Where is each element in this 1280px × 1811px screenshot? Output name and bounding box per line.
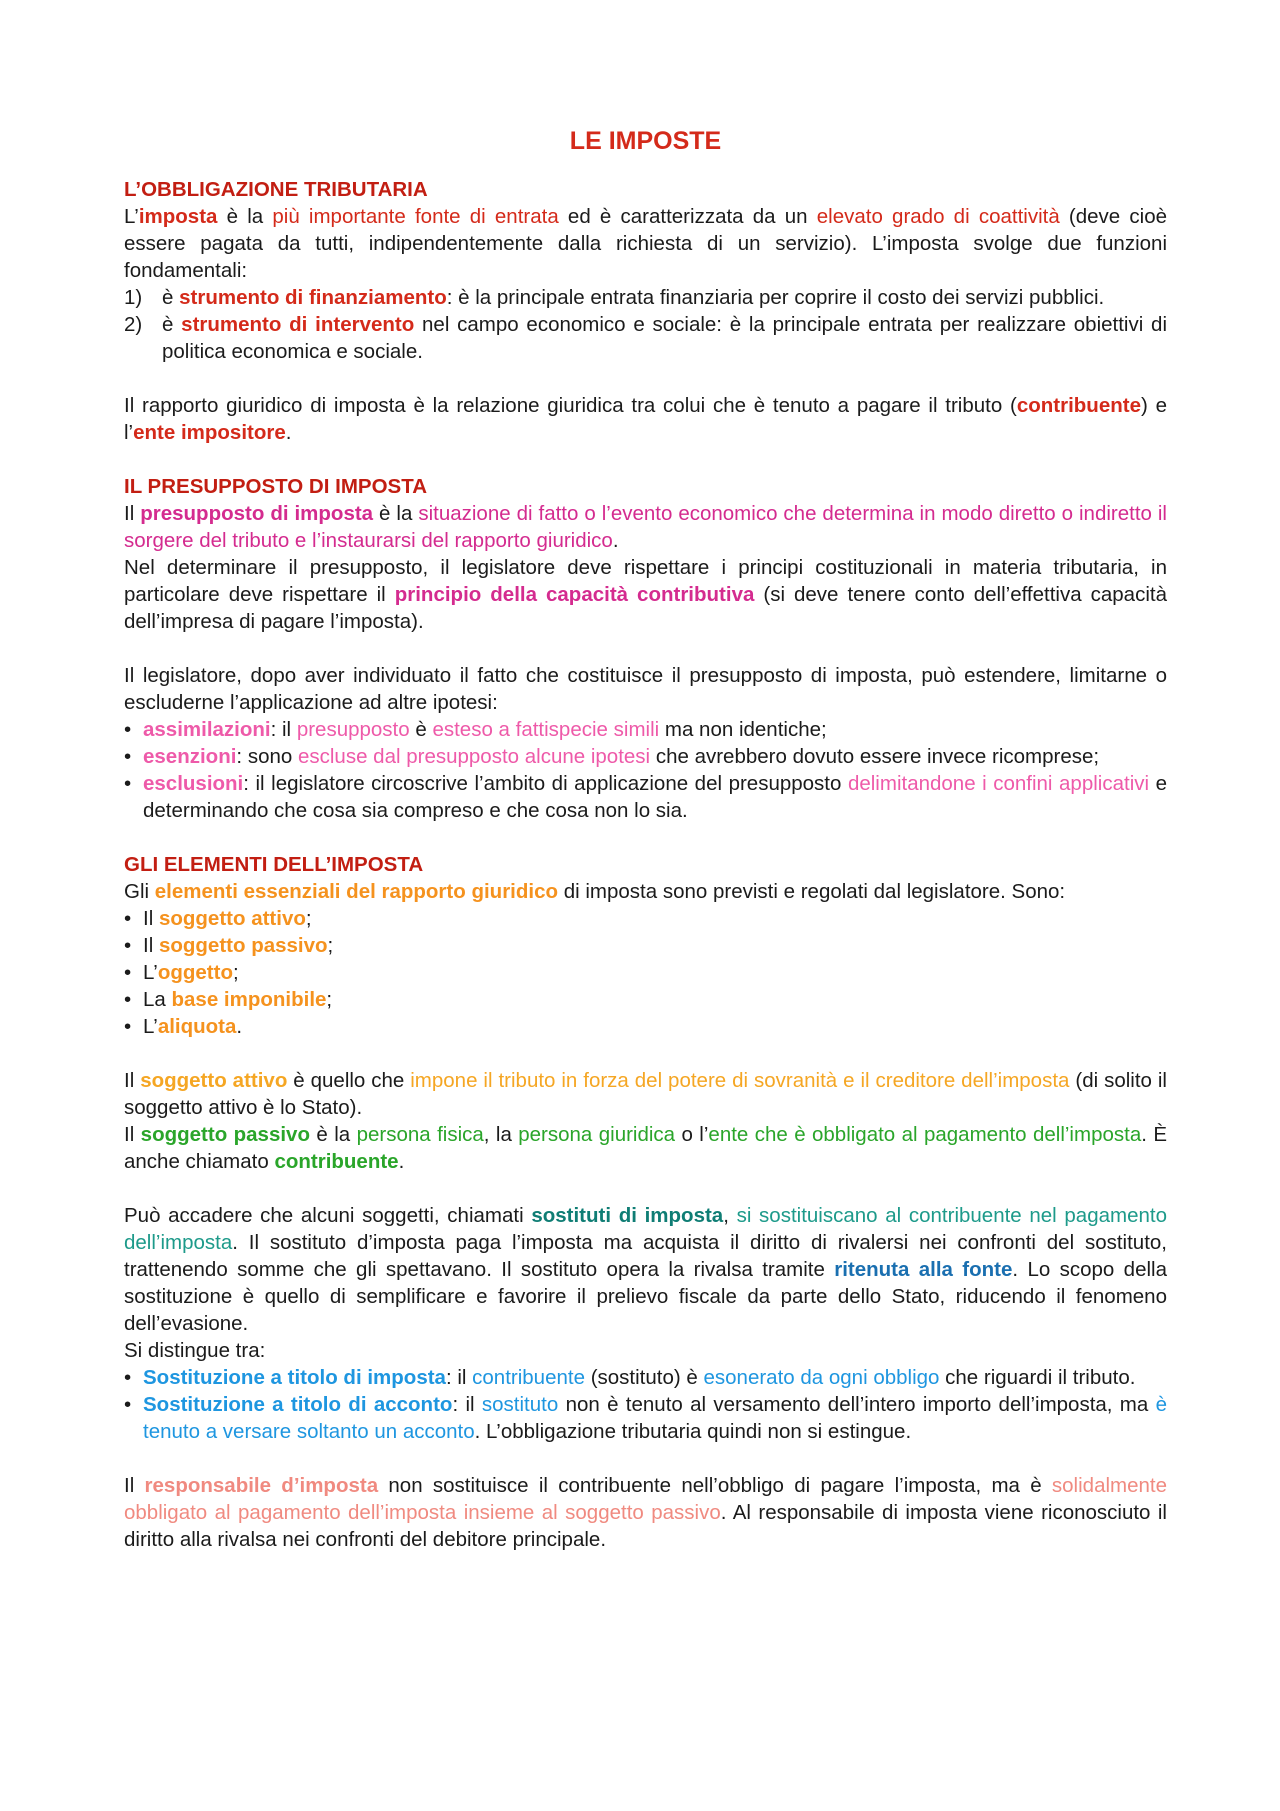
paragraph: Il presupposto di imposta è la situazione di fatto o l’evento economico che determina in modo diretto o indiretto il sorgere del tributo e l’instaurarsi del rapporto giuridico. — [124, 502, 1167, 552]
paragraph: Può accadere che alcuni soggetti, chiamati sostituti di imposta, si sostituiscano al contribuente nel pagamento dell’imposta. Il sostituto d’imposta paga l’imposta ma acquista il diritto di rivalersi nei confronti del sostituto, trattenendo somme che gli spettavano. Il sostituto opera la rivalsa tramite ritenuta alla fonte. Lo scopo della sostituzione è quello di semplificare e favorire il prelievo fiscale da parte dello Stato, riducendo il fenomeno dell’evasione. — [124, 1204, 1167, 1335]
paragraph: Il legislatore, dopo aver individuato il fatto che costituisce il presupposto di imposta, può estendere, limitarne o escluderne l’applicazione ad altre ipotesi: — [124, 664, 1167, 714]
list-item: • Sostituzione a titolo di imposta: il contribuente (sostituto) è esonerato da ogni obbligo che riguardi il tributo. — [124, 1366, 1136, 1389]
bullet-list — [124, 716, 1167, 824]
list-item: 2) è strumento di intervento nel campo economico e sociale: è la principale entrata per realizzare obiettivi di politica economica e sociale. — [124, 313, 1167, 363]
paragraph: L’imposta è la più importante fonte di entrata ed è caratterizzata da un elevato grado di coattività (deve cioè essere pagata da tutti, indipendentemente dalla richiesta di un servizio). L’imposta svolge due funzioni fondamentali: — [124, 205, 1167, 282]
list-item: • Sostituzione a titolo di acconto: il sostituto non è tenuto al versamento dell’intero importo dell’imposta, ma è tenuto a versare soltanto un acconto. L’obbligazione tributaria quindi non si estingue. — [124, 1393, 1168, 1443]
paragraph: Si distingue tra: — [124, 1339, 266, 1362]
list-item: • assimilazioni: il presupposto è esteso a fattispecie simili ma non identiche; — [124, 718, 827, 741]
section-heading-presupposto: IL PRESUPPOSTO DI IMPOSTA — [124, 475, 427, 498]
list-item: • esclusioni: il legislatore circoscrive l’ambito di applicazione del presupposto delimitandone i confini applicativi e determinando che cosa sia compreso e che cosa non lo sia. — [124, 772, 1168, 822]
list-item: • Il soggetto attivo; — [124, 907, 312, 930]
section-heading-obbligazione: L’OBBLIGAZIONE TRIBUTARIA — [124, 178, 428, 201]
bullet-list — [124, 1364, 1167, 1445]
bullet-list — [124, 905, 1167, 1040]
page-title: LE IMPOSTE — [569, 127, 722, 155]
list-item: • L’oggetto; — [124, 961, 239, 984]
paragraph: Gli elementi essenziali del rapporto giuridico di imposta sono previsti e regolati dal legislatore. Sono: — [124, 880, 1066, 903]
list-item: • esenzioni: sono escluse dal presupposto alcune ipotesi che avrebbero dovuto essere invece ricomprese; — [124, 745, 1100, 768]
document-page — [124, 126, 1167, 1553]
section-heading-elementi: GLI ELEMENTI DELL’IMPOSTA — [124, 853, 424, 876]
list-item: 1) è strumento di finanziamento: è la principale entrata finanziaria per coprire il costo dei servizi pubblici. — [124, 286, 1105, 309]
list-item: • L’aliquota. — [124, 1015, 243, 1038]
list-item: • Il soggetto passivo; — [124, 934, 334, 957]
paragraph: Il rapporto giuridico di imposta è la relazione giuridica tra colui che è tenuto a pagare il tributo (contribuente) e l’ente impositore. — [124, 394, 1167, 444]
paragraph: Il soggetto passivo è la persona fisica, la persona giuridica o l’ente che è obbligato al pagamento dell’imposta. È anche chiamato contribuente. — [124, 1123, 1167, 1173]
paragraph: Nel determinare il presupposto, il legislatore deve rispettare i principi costituzionali in materia tributaria, in particolare deve rispettare il principio della capacità contributiva (si deve tenere conto dell’effettiva capacità dell’impresa di pagare l’imposta). — [124, 556, 1167, 633]
paragraph: Il soggetto attivo è quello che impone il tributo in forza del potere di sovranità e il creditore dell’imposta (di solito il soggetto attivo è lo Stato). — [124, 1069, 1167, 1119]
paragraph: Il responsabile d’imposta non sostituisce il contribuente nell’obbligo di pagare l’imposta, ma è solidalmente obbligato al pagamento dell’imposta insieme al soggetto passivo. Al responsabile di imposta viene riconosciuto il diritto alla rivalsa nei confronti del debitore principale. — [124, 1474, 1167, 1551]
list-item: • La base imponibile; — [124, 988, 333, 1011]
numbered-list — [124, 284, 1167, 365]
